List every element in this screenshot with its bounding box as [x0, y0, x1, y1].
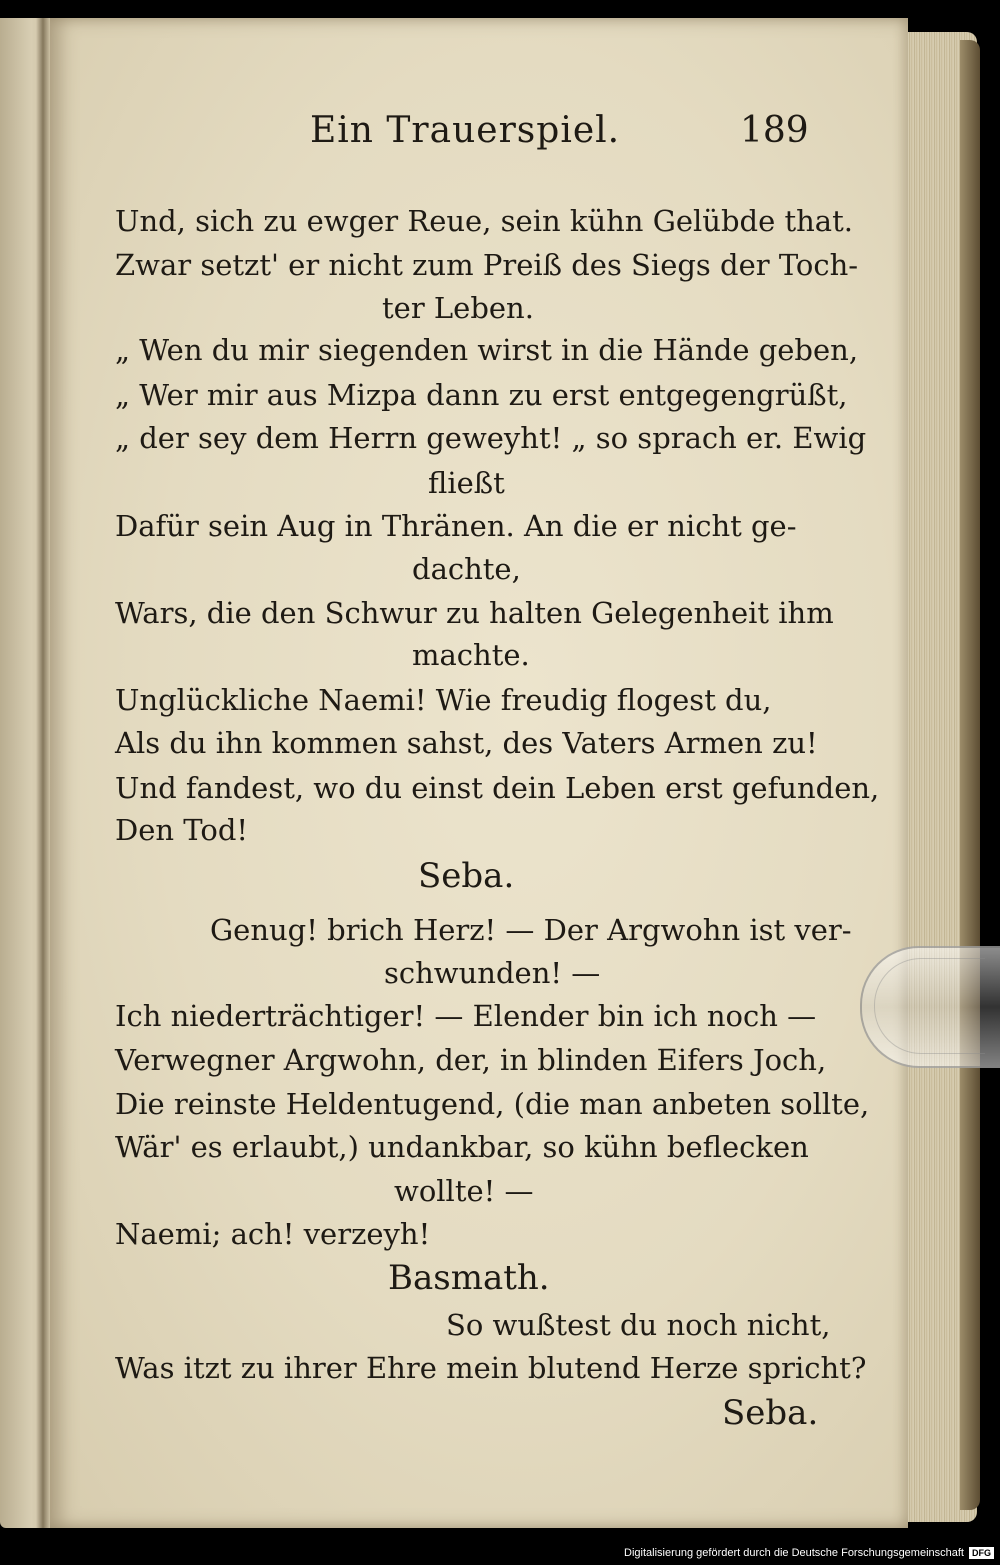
text-line: Die reinste Heldentugend, (die man anbeten sollte, — [115, 1087, 870, 1121]
text-line: Als du ihn kommen sahst, des Vaters Armen zu! — [115, 726, 818, 760]
text-line: Wär' es erlaubt,) undankbar, so kühn beflecken — [115, 1130, 809, 1164]
text-line: Was itzt zu ihrer Ehre mein blutend Herze spricht? — [115, 1351, 867, 1385]
book-gutter — [36, 18, 50, 1528]
text-line: Naemi; ach! verzeyh! — [115, 1217, 431, 1251]
credit-text: Digitalisierung gefördert durch die Deutsche Forschungsgemeinschaft — [624, 1546, 964, 1559]
text-line: Wars, die den Schwur zu halten Gelegenheit ihm — [115, 596, 834, 630]
running-head: Ein Trauerspiel. — [310, 110, 621, 151]
text-line: Den Tod! — [115, 813, 249, 847]
text-line: machte. — [412, 638, 530, 672]
digitization-credit — [600, 1540, 1000, 1565]
speaker-name: Basmath. — [388, 1258, 550, 1298]
page-text — [50, 18, 908, 1528]
text-line: Und fandest, wo du einst dein Leben erst gefunden, — [115, 771, 880, 805]
book-page — [50, 18, 908, 1528]
text-line: Zwar setzt' er nicht zum Preiß des Siegs der Toch- — [115, 248, 859, 282]
text-line: „ Wen du mir siegenden wirst in die Hände geben, — [115, 333, 859, 367]
text-line: ter Leben. — [382, 291, 534, 325]
text-line: Ich niederträchtiger! — Elender bin ich noch — — [115, 999, 817, 1033]
text-line: Unglückliche Naemi! Wie freudig flogest du, — [115, 683, 772, 717]
book-cover-edge — [960, 40, 980, 1510]
text-line: dachte, — [412, 552, 521, 586]
speaker-name: Seba. — [418, 856, 515, 896]
dfg-logo: DFG — [969, 1547, 994, 1559]
glass-page-holder — [860, 946, 1000, 1068]
page-number: 189 — [740, 110, 809, 151]
text-line: Dafür sein Aug in Thränen. An die er nicht ge- — [115, 509, 797, 543]
speaker-name: Seba. — [722, 1393, 819, 1433]
text-line: Und, sich zu ewger Reue, sein kühn Gelübde that. — [115, 204, 853, 238]
text-line: So wußtest du noch nicht, — [446, 1308, 831, 1342]
text-line: wollte! — — [394, 1174, 534, 1208]
text-line: Genug! brich Herz! — Der Argwohn ist ver- — [210, 913, 852, 947]
glass-page-holder-rim — [874, 958, 985, 1054]
text-line: schwunden! — — [384, 956, 601, 990]
text-line: fließt — [428, 466, 505, 500]
text-line: „ Wer mir aus Mizpa dann zu erst entgegengrüßt, — [115, 378, 848, 412]
text-line: Verwegner Argwohn, der, in blinden Eifers Joch, — [115, 1043, 827, 1077]
text-line: „ der sey dem Herrn geweyht! „ so sprach er. Ewig — [115, 421, 867, 455]
